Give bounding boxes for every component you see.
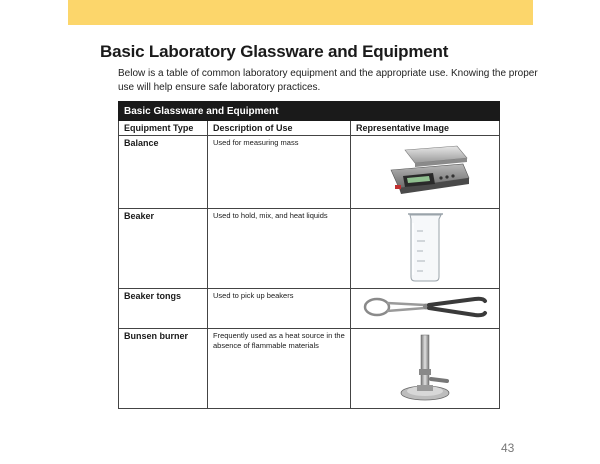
page-title: Basic Laboratory Glassware and Equipment (100, 42, 449, 61)
equipment-description: Frequently used as a heat source in the absence of flammable materials (208, 329, 351, 409)
equipment-image-cell (351, 329, 500, 409)
table-row (119, 209, 500, 289)
intro-paragraph: Below is a table of common laboratory equipment and the appropriate use. Knowing the proper use will help ensure safe laboratory practices. (118, 68, 538, 93)
equipment-name: Bunsen burner (119, 329, 208, 409)
table-row (119, 136, 500, 209)
equipment-description: Used for measuring mass (208, 136, 351, 209)
equipment-name: Beaker tongs (119, 289, 208, 329)
equipment-image-cell (351, 289, 500, 329)
equipment-image-cell (351, 136, 500, 209)
beaker-tongs-image (355, 289, 495, 325)
equipment-name: Beaker (119, 209, 208, 289)
equipment-description: Used to pick up beakers (208, 289, 351, 329)
bunsen-burner-image (375, 329, 475, 407)
table-caption: Basic Glassware and Equipment (119, 102, 500, 121)
equipment-description: Used to hold, mix, and heat liquids (208, 209, 351, 289)
top-color-band (68, 0, 533, 25)
table-row (119, 329, 500, 409)
balance-image (375, 136, 475, 206)
beaker-image (375, 209, 475, 287)
equipment-table-wrapper (118, 101, 499, 409)
column-header-image: Representative Image (351, 121, 500, 136)
column-header-description: Description of Use (208, 121, 351, 136)
equipment-name: Balance (119, 136, 208, 209)
column-header-equipment-type: Equipment Type (119, 121, 208, 136)
equipment-image-cell (351, 209, 500, 289)
page-number: 43 (501, 441, 515, 455)
equipment-table (118, 101, 500, 409)
table-row (119, 289, 500, 329)
